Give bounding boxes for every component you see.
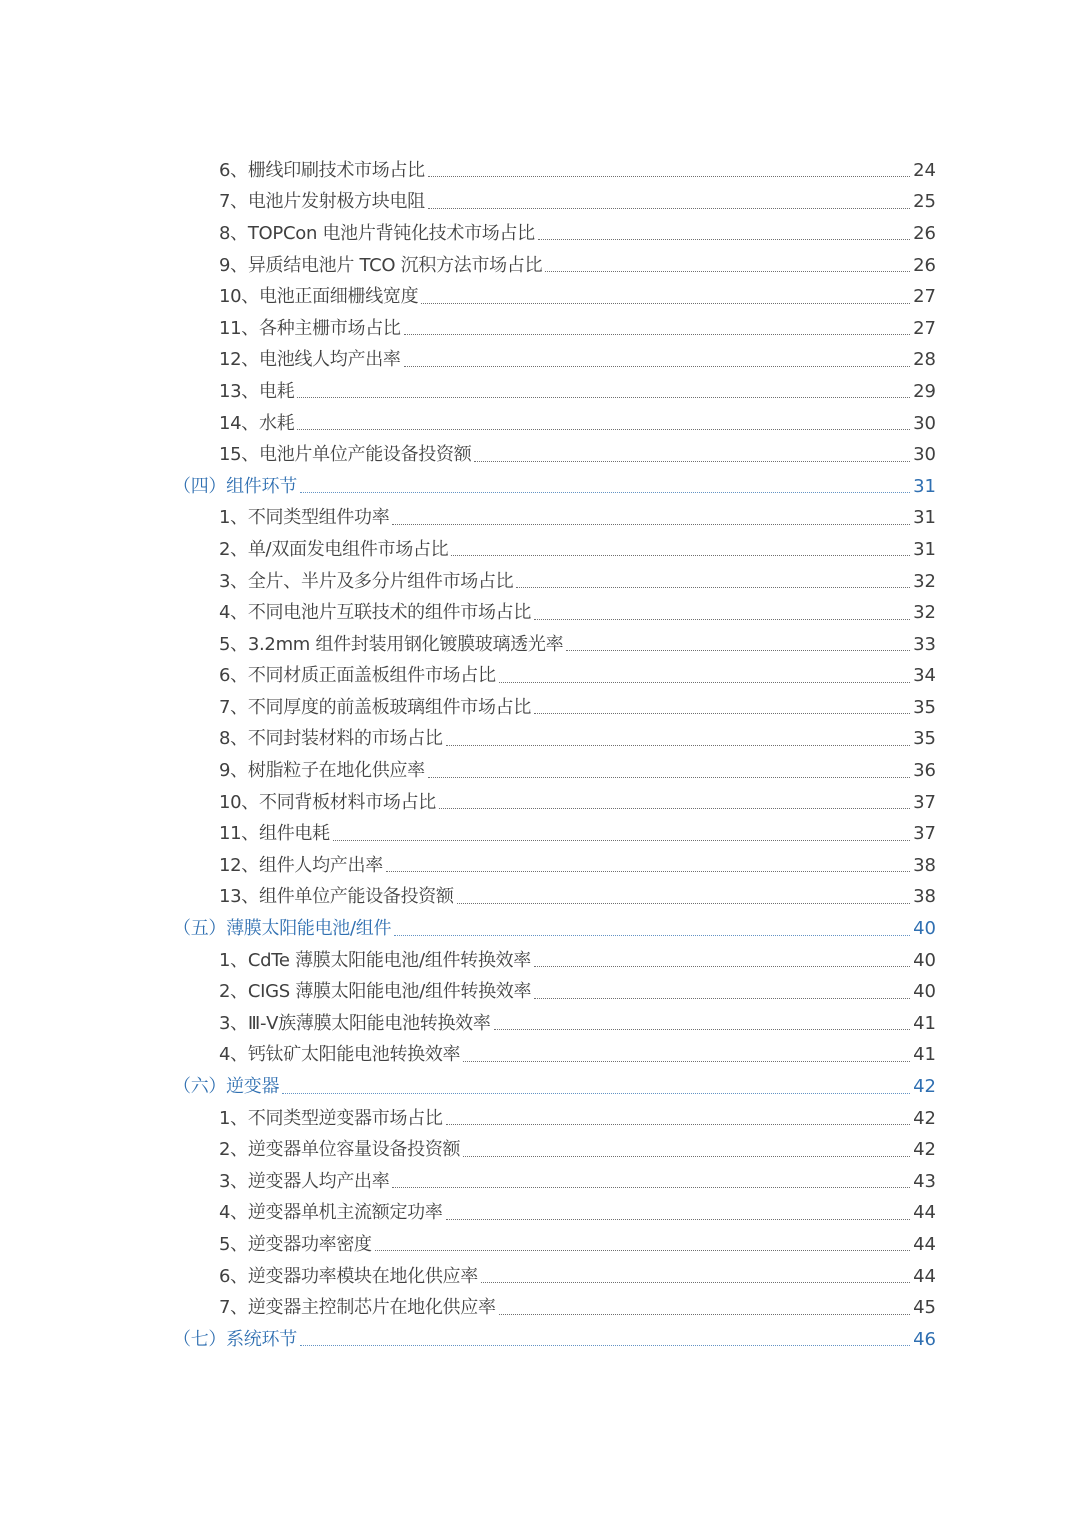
toc-entry[interactable] (219, 1198, 936, 1230)
dot-leader (300, 1345, 910, 1346)
toc-page-number: 42 (913, 1107, 936, 1129)
toc-entry-label: 1、不同类型逆变器市场占比 (219, 1107, 443, 1129)
toc-entry-label: 3、Ⅲ-Ⅴ族薄膜太阳能电池转换效率 (219, 1012, 491, 1034)
toc-entry-label: 4、逆变器单机主流额定功率 (219, 1202, 443, 1224)
toc-page-number: 45 (913, 1297, 936, 1319)
toc-entry-label: 11、各种主栅市场占比 (219, 317, 401, 339)
dot-leader (446, 745, 911, 746)
toc-page-number: 44 (913, 1265, 936, 1287)
toc-entry-label: （七）系统环节 (173, 1328, 297, 1350)
dot-leader (457, 903, 910, 904)
toc-entry[interactable] (219, 503, 936, 535)
toc-page-number: 31 (913, 507, 936, 529)
dot-leader (300, 492, 910, 493)
dot-leader (297, 397, 910, 398)
toc-entry[interactable] (219, 692, 936, 724)
toc-page-number: 37 (913, 823, 936, 845)
toc-section-heading[interactable] (173, 913, 936, 945)
toc-page-number: 38 (913, 886, 936, 908)
toc-entry[interactable] (219, 345, 936, 377)
toc-page-number: 34 (913, 665, 936, 687)
toc-entry[interactable] (219, 1134, 936, 1166)
toc-page-number: 26 (913, 222, 936, 244)
toc-page-number: 26 (913, 254, 936, 276)
toc-entry[interactable] (219, 661, 936, 693)
toc-entry[interactable] (219, 724, 936, 756)
toc-page-number: 43 (913, 1170, 936, 1192)
dot-leader (516, 587, 910, 588)
toc-entry-label: 3、逆变器人均产出率 (219, 1170, 390, 1192)
dot-leader (534, 998, 910, 999)
dot-leader (421, 303, 910, 304)
toc-page-number: 25 (913, 191, 936, 213)
toc-entry-label: 2、单/双面发电组件市场占比 (219, 538, 449, 560)
toc-entry-label: 8、TOPCon 电池片背钝化技术市场占比 (219, 222, 535, 244)
toc-entry-label: （六）逆变器 (173, 1076, 280, 1098)
toc-section-heading[interactable] (173, 471, 936, 503)
toc-entry[interactable] (219, 281, 936, 313)
toc-page-number: 28 (913, 349, 936, 371)
dot-leader (499, 1314, 910, 1315)
toc-entry-label: 10、不同背板材料市场占比 (219, 791, 437, 813)
toc-entry-label: 9、树脂粒子在地化供应率 (219, 760, 425, 782)
toc-entry-label: 13、电耗 (219, 380, 295, 402)
toc-entry-label: 11、组件电耗 (219, 823, 330, 845)
toc-entry-label: 6、逆变器功率模块在地化供应率 (219, 1265, 478, 1287)
toc-page-number: 35 (913, 728, 936, 750)
dot-leader (375, 1250, 910, 1251)
toc-entry-label: 6、不同材质正面盖板组件市场占比 (219, 665, 496, 687)
dot-leader (446, 1219, 911, 1220)
toc-entry-label: 5、3.2mm 组件封装用钢化镀膜玻璃透光率 (219, 633, 564, 655)
dot-leader (451, 555, 910, 556)
dot-leader (474, 461, 910, 462)
toc-entry-label: 1、CdTe 薄膜太阳能电池/组件转换效率 (219, 949, 531, 971)
toc-page-number: 37 (913, 791, 936, 813)
dot-leader (392, 524, 910, 525)
toc-entry-label: 4、不同电池片互联技术的组件市场占比 (219, 602, 532, 624)
toc-entry-label: 2、逆变器单位容量设备投资额 (219, 1139, 461, 1161)
toc-page-number: 35 (913, 696, 936, 718)
toc-page-number: 42 (913, 1076, 936, 1098)
toc-entry-label: 7、电池片发射极方块电阻 (219, 191, 425, 213)
toc-entry-label: 5、逆变器功率密度 (219, 1233, 372, 1255)
dot-leader (386, 871, 910, 872)
dot-leader (463, 1156, 910, 1157)
toc-entry[interactable] (219, 976, 936, 1008)
dot-leader (545, 271, 910, 272)
toc-entry-label: 13、组件单位产能设备投资额 (219, 886, 454, 908)
toc-page-number: 41 (913, 1044, 936, 1066)
toc-entry-label: 3、全片、半片及多分片组件市场占比 (219, 570, 514, 592)
toc-page-number: 32 (913, 570, 936, 592)
dot-leader (394, 935, 910, 936)
dot-leader (534, 619, 910, 620)
toc-page-number: 44 (913, 1202, 936, 1224)
toc-entry[interactable] (219, 408, 936, 440)
toc-entry[interactable] (219, 755, 936, 787)
toc-entry-label: 12、组件人均产出率 (219, 854, 383, 876)
toc-entry-label: 8、不同封装材料的市场占比 (219, 728, 443, 750)
dot-leader (446, 1124, 911, 1125)
toc-entry[interactable] (219, 945, 936, 977)
dot-leader (404, 366, 910, 367)
toc-page-number: 44 (913, 1233, 936, 1255)
toc-entry-label: 6、栅线印刷技术市场占比 (219, 159, 425, 181)
dot-leader (333, 840, 910, 841)
toc-page-number: 30 (913, 412, 936, 434)
toc-entry[interactable] (219, 1103, 936, 1135)
toc-entry[interactable] (219, 187, 936, 219)
toc-page-number: 27 (913, 286, 936, 308)
dot-leader (392, 1187, 910, 1188)
toc-page-number: 24 (913, 159, 936, 181)
dot-leader (534, 713, 910, 714)
toc-entry-label: 12、电池线人均产出率 (219, 349, 401, 371)
dot-leader (499, 682, 910, 683)
toc-page-number: 38 (913, 854, 936, 876)
table-of-contents (0, 155, 1080, 1356)
toc-entry-label: 7、逆变器主控制芯片在地化供应率 (219, 1297, 496, 1319)
dot-leader (534, 966, 910, 967)
dot-leader (428, 176, 910, 177)
toc-entry-label: 10、电池正面细栅线宽度 (219, 286, 419, 308)
toc-entry-label: 2、CIGS 薄膜太阳能电池/组件转换效率 (219, 981, 532, 1003)
dot-leader (439, 808, 910, 809)
dot-leader (404, 334, 910, 335)
toc-entry[interactable] (219, 1261, 936, 1293)
toc-entry-label: 7、不同厚度的前盖板玻璃组件市场占比 (219, 696, 532, 718)
toc-entry[interactable] (219, 818, 936, 850)
toc-page-number: 41 (913, 1012, 936, 1034)
dot-leader (428, 208, 910, 209)
toc-section-heading[interactable] (173, 1324, 936, 1356)
toc-entry[interactable] (219, 1008, 936, 1040)
dot-leader (566, 650, 910, 651)
toc-entry[interactable] (219, 439, 936, 471)
toc-entry-label: 1、不同类型组件功率 (219, 507, 390, 529)
toc-page-number: 30 (913, 444, 936, 466)
dot-leader (428, 777, 910, 778)
toc-entry-label: 15、电池片单位产能设备投资额 (219, 444, 472, 466)
toc-entry-label: （四）组件环节 (173, 475, 297, 497)
toc-entry[interactable] (219, 1229, 936, 1261)
dot-leader (538, 239, 910, 240)
toc-page-number: 29 (913, 380, 936, 402)
toc-page-number: 40 (913, 949, 936, 971)
toc-page-number: 40 (913, 918, 936, 940)
toc-entry[interactable] (219, 250, 936, 282)
dot-leader (463, 1061, 910, 1062)
toc-entry[interactable] (219, 882, 936, 914)
dot-leader (297, 429, 910, 430)
toc-entry[interactable] (219, 850, 936, 882)
toc-page-number: 46 (913, 1328, 936, 1350)
dot-leader (282, 1093, 910, 1094)
toc-page-number: 32 (913, 602, 936, 624)
toc-page-number: 36 (913, 760, 936, 782)
toc-entry[interactable] (219, 155, 936, 187)
toc-entry[interactable] (219, 218, 936, 250)
toc-entry[interactable] (219, 1292, 936, 1324)
dot-leader (481, 1282, 910, 1283)
toc-entry[interactable] (219, 534, 936, 566)
toc-entry-label: 4、钙钛矿太阳能电池转换效率 (219, 1044, 461, 1066)
toc-entry[interactable] (219, 629, 936, 661)
dot-leader (494, 1029, 911, 1030)
toc-page-number: 33 (913, 633, 936, 655)
toc-entry[interactable] (219, 1166, 936, 1198)
toc-entry[interactable] (219, 313, 936, 345)
toc-entry-label: （五）薄膜太阳能电池/组件 (173, 918, 392, 940)
toc-entry[interactable] (219, 566, 936, 598)
toc-page-number: 31 (913, 538, 936, 560)
toc-entry[interactable] (219, 597, 936, 629)
toc-section-heading[interactable] (173, 1071, 936, 1103)
toc-page-number: 31 (913, 475, 936, 497)
toc-entry[interactable] (219, 787, 936, 819)
toc-entry-label: 14、水耗 (219, 412, 295, 434)
toc-entry[interactable] (219, 1040, 936, 1072)
toc-page-number: 40 (913, 981, 936, 1003)
toc-entry[interactable] (219, 376, 936, 408)
toc-entry-label: 9、异质结电池片 TCO 沉积方法市场占比 (219, 254, 543, 276)
toc-page-number: 42 (913, 1139, 936, 1161)
toc-page-number: 27 (913, 317, 936, 339)
